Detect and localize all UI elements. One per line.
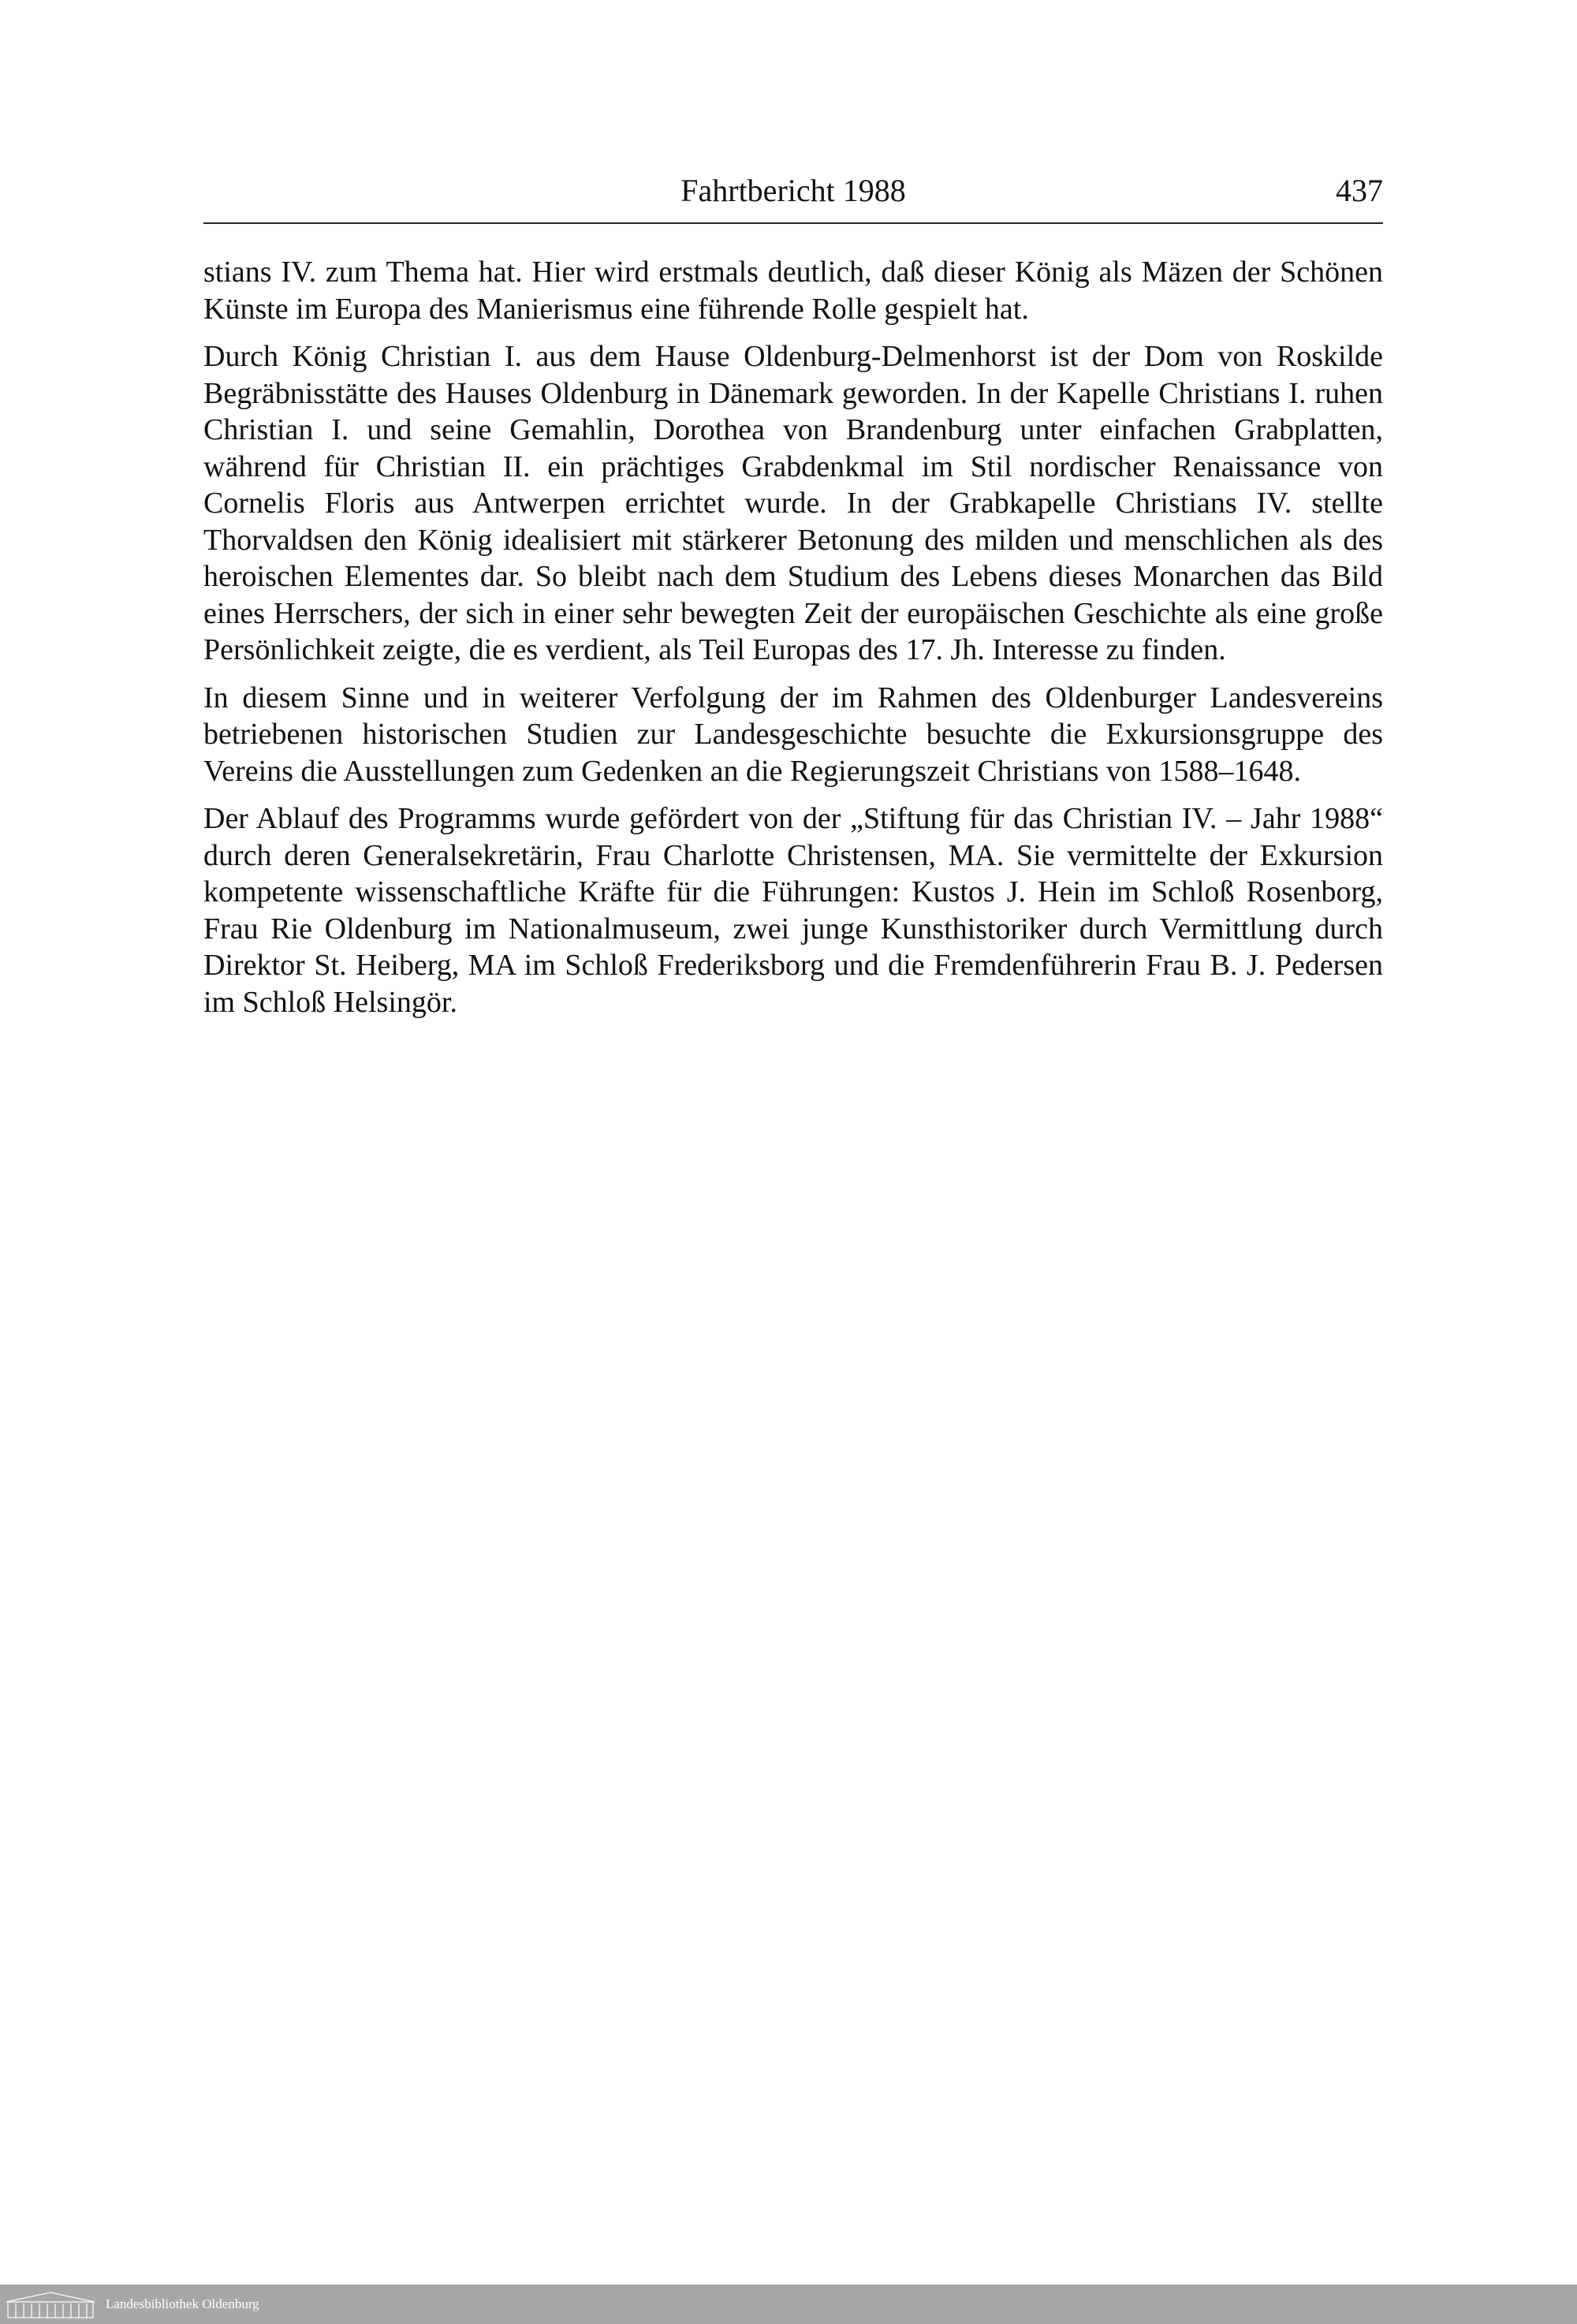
page-number: 437 xyxy=(1336,173,1383,208)
running-head-title: Fahrtbericht 1988 xyxy=(680,173,906,208)
paragraph-1: stians IV. zum Thema hat. Hier wird erstmals deutlich, daß dieser König als Mäzen der Schönen Künste im Europa des Manierismus eine führende Rolle gespielt hat. xyxy=(203,256,1383,326)
running-head xyxy=(203,167,1383,214)
paragraph-2: Durch König Christian I. aus dem Hause Oldenburg-Delmenhorst ist der Dom von Roskilde Begräbnisstätte des Hauses Oldenburg in Dänemark geworden. In der Kapelle Christians I. ruhen Christian I. und seine Gemahlin, Dorothea von Brandenburg unter einfachen Grabplatten, während für Christian II. ein prächtiges Grabdenkmal im Stil nordischer Renaissance von Cornelis Floris aus Antwerpen errichtet wurde. In der Grabkapelle Christians IV. stellte Thorvaldsen den König idealisiert mit stärkerer Betonung des milden und menschlichen als des heroischen Elementes dar. So bleibt nach dem Studium des Lebens dieses Monarchen das Bild eines Herrschers, der sich in einer sehr bewegten Zeit der europäischen Geschichte als eine große Persönlichkeit zeigte, die es verdient, als Teil Europas des 17. Jh. Interesse zu finden. xyxy=(203,340,1383,666)
paragraph-4: Der Ablauf des Programms wurde gefördert von der „Stiftung für das Christian IV. – Jahr 1988“ durch deren Generalsekretärin, Frau Charlotte Christensen, MA. Sie vermittelte der Exkursion kompetente wissenschaftliche Kräfte für die Führungen: Kustos J. Hein im Schloß Rosenborg, Frau Rie Oldenburg im Nationalmuseum, zwei junge Kunsthistoriker durch Vermittlung durch Direktor St. Heiberg, MA im Schloß Frederiksborg und die Fremdenführerin Frau B. J. Pedersen im Schloß Helsingör. xyxy=(203,802,1383,1019)
library-name: Landesbibliothek Oldenburg xyxy=(106,2296,259,2311)
body-text xyxy=(203,254,1383,1031)
footer-bar xyxy=(0,2285,1577,2324)
header-rule xyxy=(203,222,1383,224)
library-building-icon xyxy=(5,2291,96,2319)
paragraph-3: In diesem Sinne und in weiterer Verfolgung der im Rahmen des Oldenburger Landesvereins betriebenen historischen Studien zur Landesgeschichte besuchte die Exkursionsgruppe des Vereins die Ausstellungen zum Gedenken an die Regierungszeit Christians von 1588–1648. xyxy=(203,681,1383,788)
